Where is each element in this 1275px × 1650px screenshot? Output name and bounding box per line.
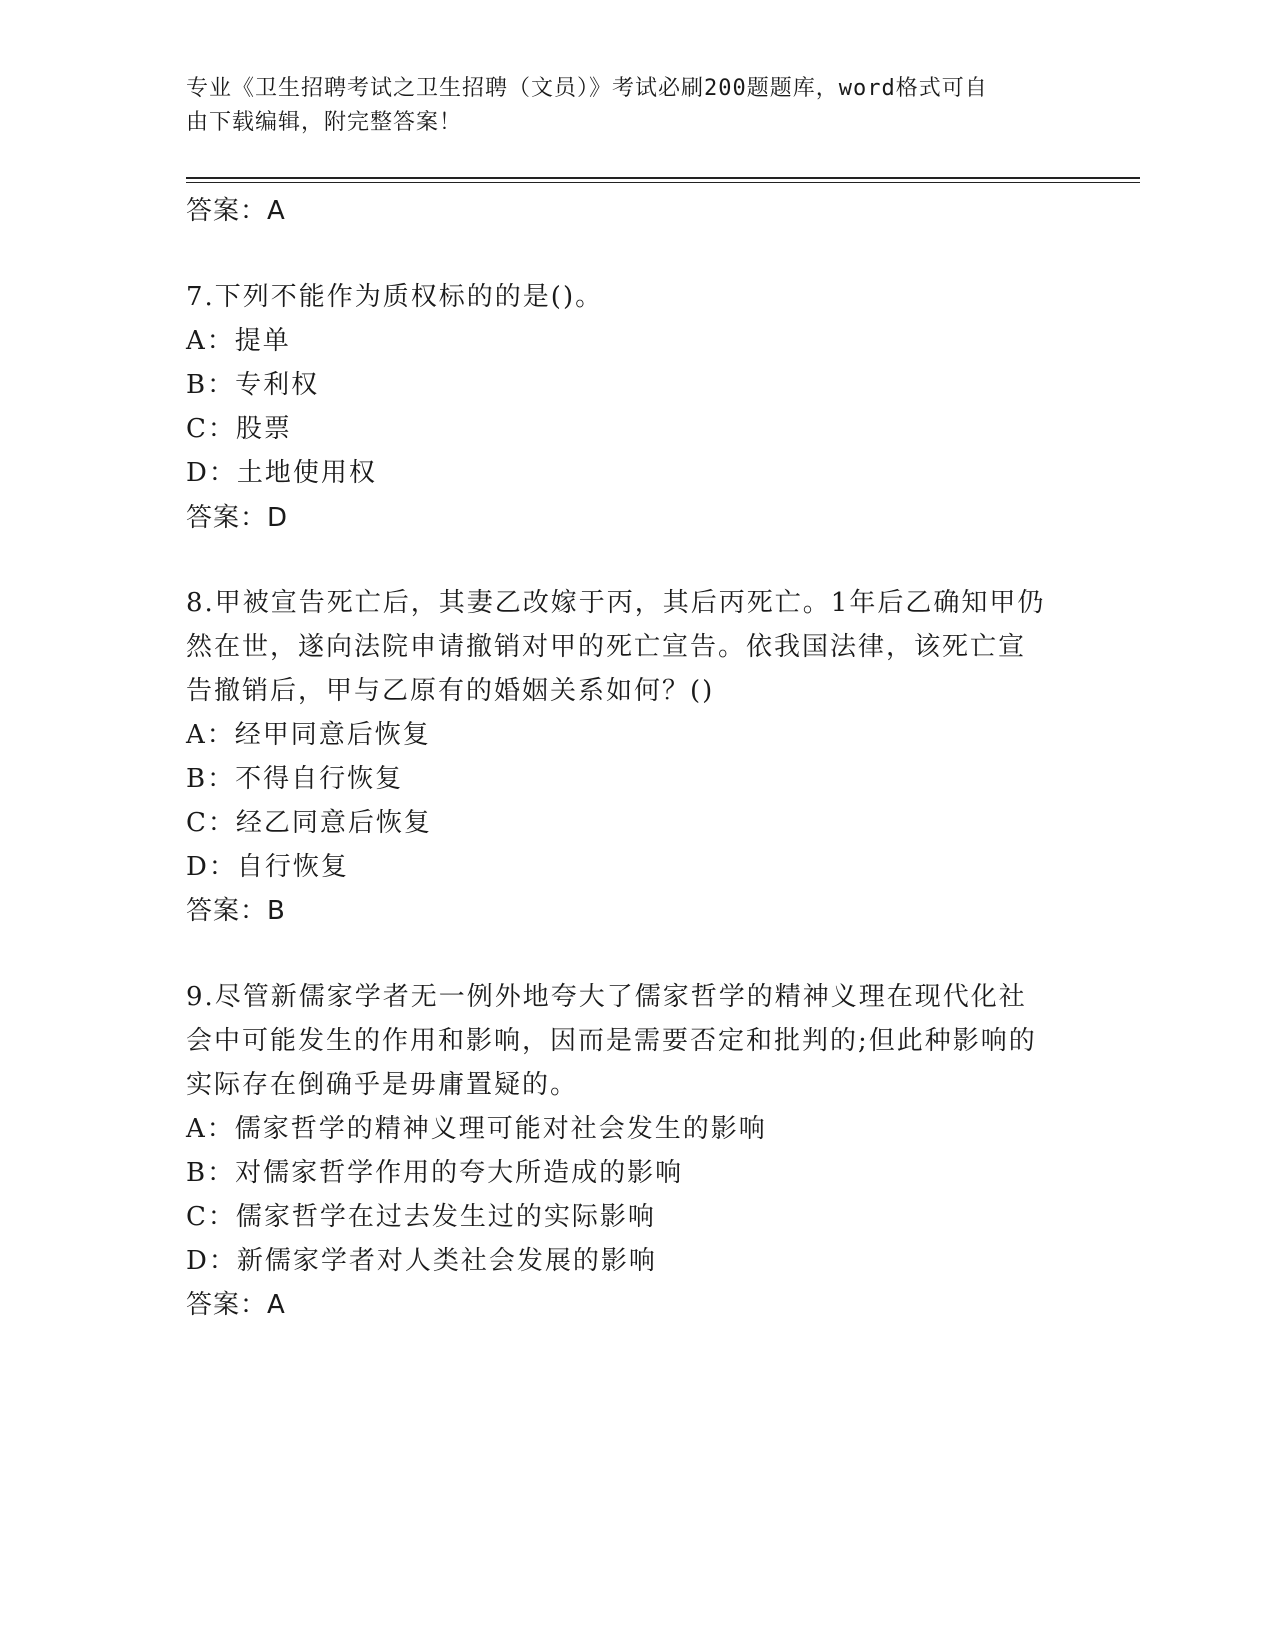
question-8-answer: 答案：B xyxy=(186,896,286,926)
question-9-stem-line-3: 实际存在倒确乎是毋庸置疑的。 xyxy=(186,1070,579,1100)
question-7-option-c: C：股票 xyxy=(186,414,292,444)
question-9-answer: 答案：A xyxy=(186,1290,286,1320)
header-line-2: 由下载编辑，附完整答案！ xyxy=(186,110,463,135)
header-divider-thick xyxy=(186,177,1140,179)
question-9-stem-line-1: 9.尽管新儒家学者无一例外地夸大了儒家哲学的精神义理在现代化社 xyxy=(186,982,1027,1012)
question-7-option-b: B：专利权 xyxy=(186,370,320,400)
header-line-1: 专业《卫生招聘考试之卫生招聘（文员）》考试必刷200题题库，word格式可自 xyxy=(186,76,988,101)
question-7-option-d: D：土地使用权 xyxy=(186,458,377,488)
question-8-option-b: B：不得自行恢复 xyxy=(186,764,404,794)
question-9-option-c: C：儒家哲学在过去发生过的实际影响 xyxy=(186,1202,656,1232)
question-7-option-a: A：提单 xyxy=(186,326,291,356)
question-9-option-b: B：对儒家哲学作用的夸大所造成的影响 xyxy=(186,1158,684,1188)
question-7-answer: 答案：D xyxy=(186,503,289,533)
question-9-option-d: D：新儒家学者对人类社会发展的影响 xyxy=(186,1246,657,1276)
question-8-option-d: D：自行恢复 xyxy=(186,852,349,882)
question-8-option-c: C：经乙同意后恢复 xyxy=(186,808,432,838)
question-8-stem-line-1: 8.甲被宣告死亡后，其妻乙改嫁于丙，其后丙死亡。1年后乙确知甲仍 xyxy=(186,588,1046,618)
question-8-stem-line-2: 然在世，遂向法院申请撤销对甲的死亡宣告。依我国法律，该死亡宣 xyxy=(186,632,1027,662)
question-9-option-a: A：儒家哲学的精神义理可能对社会发生的影响 xyxy=(186,1114,767,1144)
question-8-option-a: A：经甲同意后恢复 xyxy=(186,720,431,750)
document-header xyxy=(186,72,1066,140)
question-7-stem: 7.下列不能作为质权标的的是()。 xyxy=(186,282,604,312)
prev-answer: 答案：A xyxy=(186,196,286,226)
question-8-stem-line-3: 告撤销后，甲与乙原有的婚姻关系如何？() xyxy=(186,676,715,706)
header-divider-thin xyxy=(186,182,1140,183)
question-9-stem-line-2: 会中可能发生的作用和影响，因而是需要否定和批判的;但此种影响的 xyxy=(186,1026,1037,1056)
